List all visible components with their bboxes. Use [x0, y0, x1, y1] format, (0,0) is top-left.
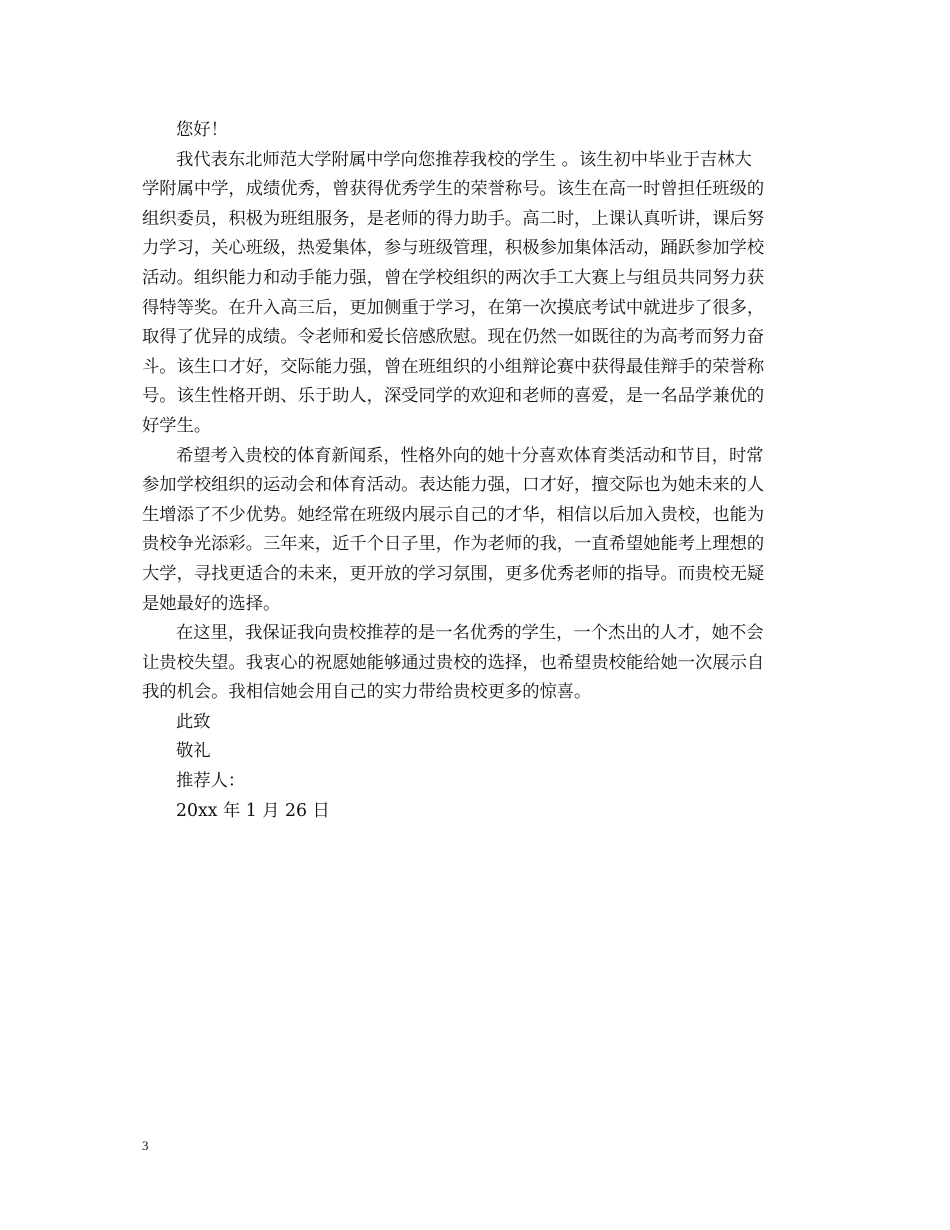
text-line: 参加学校组织的运动会和体育活动。表达能力强，口才好，擅交际也为她未来的人 — [142, 475, 765, 496]
text-line: 号。该生性格开朗、乐于助人，深受同学的欢迎和老师的喜爱，是一名品学兼优的 — [142, 386, 765, 407]
paragraph-3 — [142, 619, 810, 708]
text-line: 力学习，关心班级，热爱集体，参与班级管理，积极参加集体活动，踊跃参加学校 — [142, 238, 765, 259]
page-number: 3 — [142, 1138, 149, 1153]
text-line: 取得了优异的成绩。令老师和爱长倍感欣慰。现在仍然一如既往的为高考而努力奋 — [142, 327, 765, 348]
text-line: 在这里，我保证我向贵校推荐的是一名优秀的学生，一个杰出的人才，她不会 — [176, 623, 764, 644]
text-line: 斗。该生口才好，交际能力强，曾在班组织的小组辩论赛中获得最佳辩手的荣誉称 — [142, 356, 765, 377]
paragraph-2 — [142, 442, 810, 620]
closing-salutation: 此致 — [176, 711, 211, 732]
text-line: 我代表东北师范大学附属中学向您推荐我校的学生 。该生初中毕业于吉林大 — [176, 149, 752, 170]
recommender-label: 推荐人： — [176, 771, 246, 792]
letter-date: 20xx 年 1 月 26 日 — [176, 800, 330, 821]
text-line: 学附属中学，成绩优秀，曾获得优秀学生的荣誉称号。该生在高一时曾担任班级的 — [142, 179, 765, 200]
text-line: 希望考入贵校的体育新闻系，性格外向的她十分喜欢体育类活动和节目，时常 — [176, 445, 764, 466]
text-line: 活动。组织能力和动手能力强，曾在学校组织的两次手工大赛上与组员共同努力获 — [142, 267, 765, 288]
letter-body — [142, 116, 810, 826]
text-line: 组织委员，积极为班组服务，是老师的得力助手。高二时，上课认真听讲，课后努 — [142, 208, 765, 229]
text-line: 好学生。 — [142, 415, 212, 436]
text-line: 大学，寻找更适合的未来，更开放的学习氛围，更多优秀老师的指导。而贵校无疑 — [142, 563, 765, 584]
paragraph-1 — [142, 146, 810, 442]
text-line: 是她最好的选择。 — [142, 593, 281, 614]
text-line: 贵校争光添彩。三年来，近千个日子里，作为老师的我，一直希望她能考上理想的 — [142, 534, 765, 555]
text-line: 让贵校失望。我衷心的祝愿她能够通过贵校的选择，也希望贵校能给她一次展示自 — [142, 652, 765, 673]
text-line: 得特等奖。在升入高三后，更加侧重于学习，在第一次摸底考试中就进步了很多， — [142, 297, 765, 318]
text-line: 我的机会。我相信她会用自己的实力带给贵校更多的惊喜。 — [142, 682, 592, 703]
greeting: 您好！ — [176, 120, 228, 140]
closing-regards: 敬礼 — [176, 741, 211, 762]
text-line: 生增添了不少优势。她经常在班级内展示自己的才华，相信以后加入贵校，也能为 — [142, 504, 765, 525]
